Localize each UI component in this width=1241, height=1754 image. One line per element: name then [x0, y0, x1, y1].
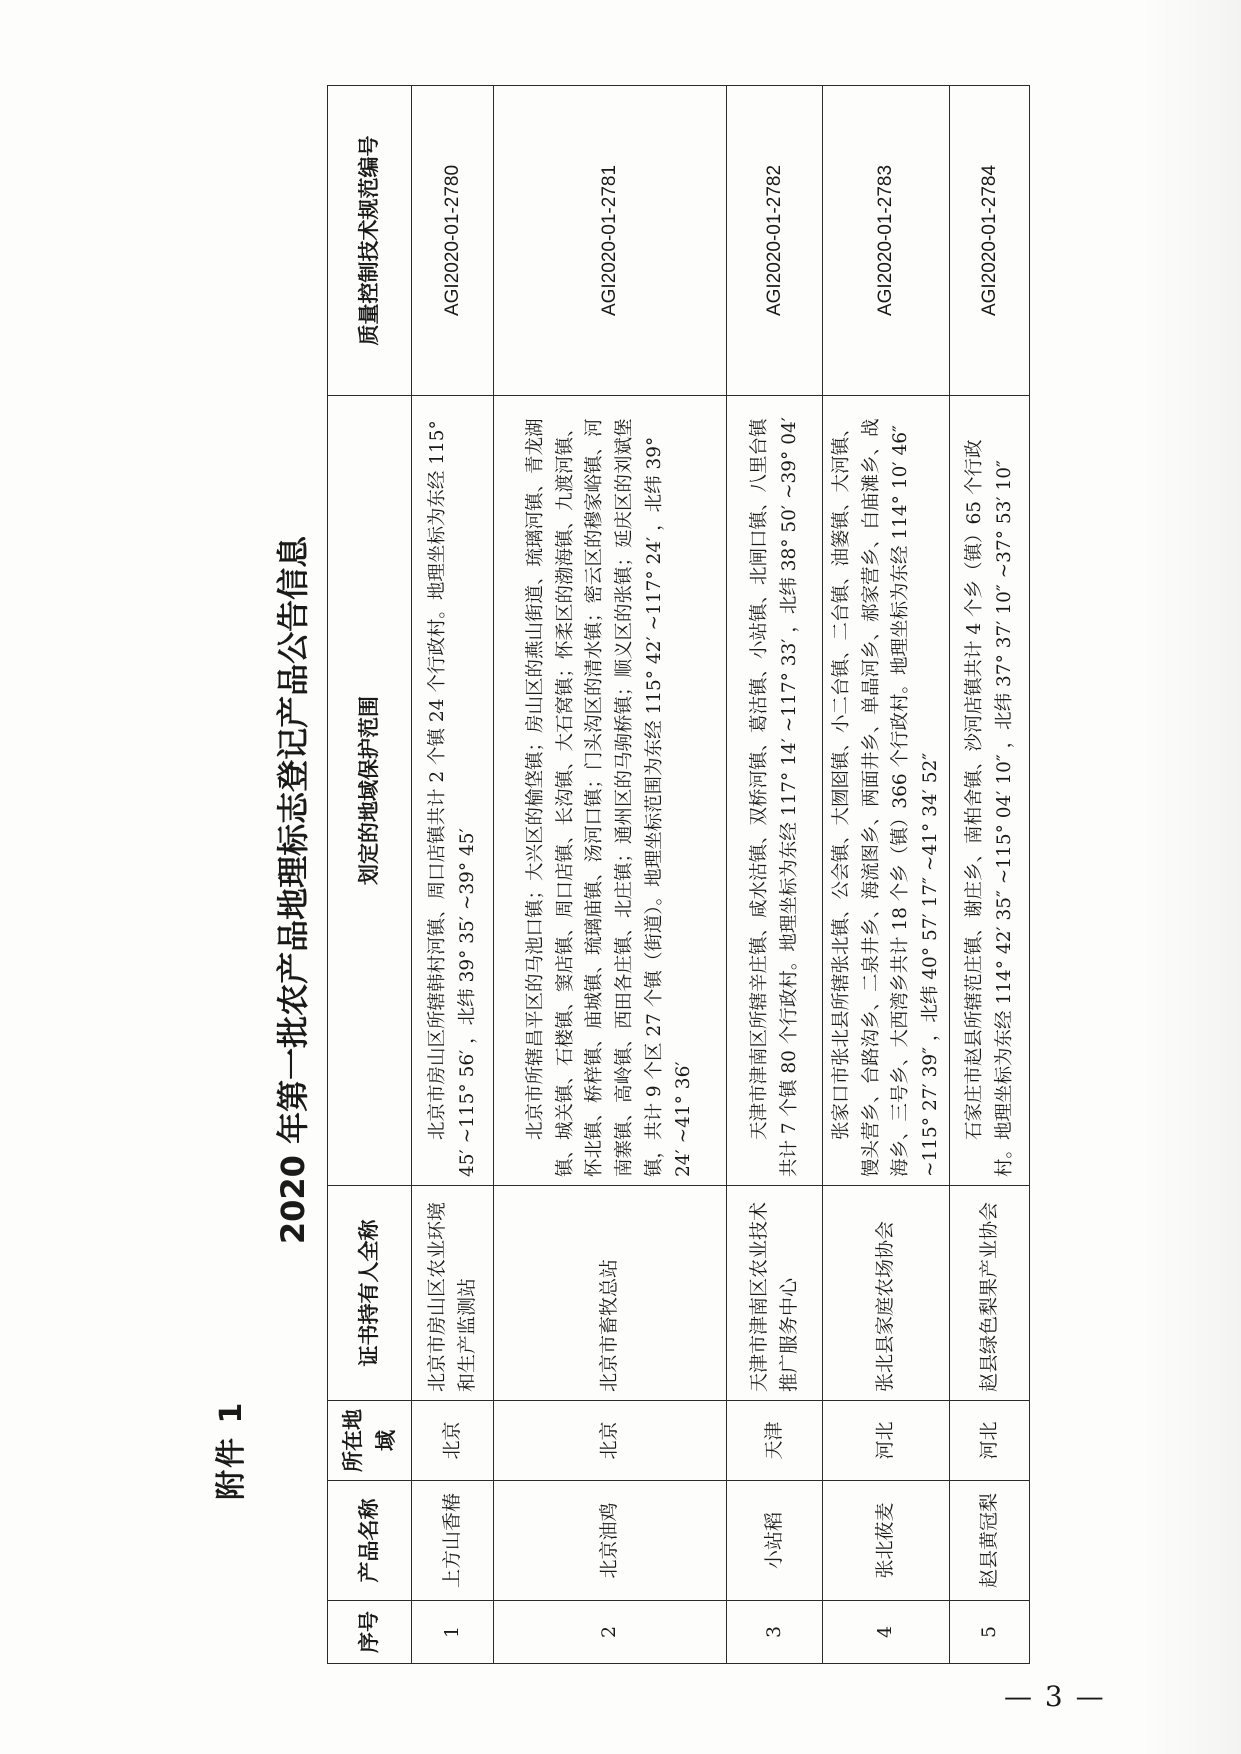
header-seq: 序号 — [328, 1601, 412, 1664]
cell-code: AGI2020-01-2784 — [950, 86, 1030, 396]
cell-holder: 张北县家庭农场协会 — [823, 1186, 950, 1401]
cell-range: 北京市房山区所辖韩村河镇、周口店镇共计 2 个镇 24 个行政村。地理坐标为东经 115° 45′ ~115° 56′ ，北纬 39° 35′ ~39° 45′ — [412, 396, 494, 1186]
cell-product: 张北莜麦 — [823, 1481, 950, 1601]
cell-holder: 北京市畜牧总站 — [494, 1186, 727, 1401]
announcement-table — [327, 85, 1030, 1664]
cell-product: 上方山香椿 — [412, 1481, 494, 1601]
page-number: — 3 — — [1004, 1680, 1106, 1713]
cell-region: 河北 — [823, 1401, 950, 1481]
cell-code: AGI2020-01-2781 — [494, 86, 727, 396]
cell-region: 河北 — [950, 1401, 1030, 1481]
cell-holder: 赵县绿色梨果产业协会 — [950, 1186, 1030, 1401]
cell-code: AGI2020-01-2783 — [823, 86, 950, 396]
cell-region: 北京 — [412, 1401, 494, 1481]
cell-region: 天津 — [727, 1401, 823, 1481]
header-holder: 证书持有人全称 — [328, 1186, 412, 1401]
page-title: 2020 年第一批农产品地理标志登记产品公告信息 — [274, 535, 312, 1245]
cell-product: 小站稻 — [727, 1481, 823, 1601]
cell-holder: 天津市津南区农业技术推广服务中心 — [727, 1186, 823, 1401]
cell-seq: 3 — [727, 1601, 823, 1664]
header-code: 质量控制技术规范编号 — [328, 86, 412, 396]
cell-seq: 4 — [823, 1601, 950, 1664]
header-range: 划定的地域保护范围 — [328, 396, 412, 1186]
page-edge-shade — [1141, 0, 1241, 1754]
cell-product: 北京油鸡 — [494, 1481, 727, 1601]
attachment-label: 附件 1 — [214, 1400, 249, 1500]
cell-range: 石家庄市赵县所辖范庄镇、谢庄乡、南柏舍镇、沙河店镇共计 4 个乡（镇）65 个行政村。地理坐标为东经 114° 42′ 35″ ~115° 04′ 10″ ，北纬 37° 37′ 10″ ~37° 53′ 10″ — [950, 396, 1030, 1186]
table-row — [412, 86, 494, 1664]
header-region: 所在地域 — [328, 1401, 412, 1481]
cell-seq: 2 — [494, 1601, 727, 1664]
cell-product: 赵县黄冠梨 — [950, 1481, 1030, 1601]
table-header-row — [328, 86, 412, 1664]
announcement-table-frame — [327, 86, 1015, 1664]
cell-range: 天津市津南区所辖辛庄镇、咸水沽镇、双桥河镇、葛沽镇、小站镇、北闸口镇、八里台镇共计 7 个镇 80 个行政村。地理坐标为东经 117° 14′ ~117° 33′ ，北纬 38° 50′ ~39° 04′ — [727, 396, 823, 1186]
cell-code: AGI2020-01-2780 — [412, 86, 494, 396]
header-product: 产品名称 — [328, 1481, 412, 1601]
cell-code: AGI2020-01-2782 — [727, 86, 823, 396]
table-row — [950, 86, 1030, 1664]
table-row — [823, 86, 950, 1664]
cell-region: 北京 — [494, 1401, 727, 1481]
cell-range: 张家口市张北县所辖张北镇、公会镇、大囫囵镇、小二台镇、二台镇、油篓镇、大河镇、馒头营乡、台路沟乡、二泉井乡、海流图乡、两面井乡、单晶河乡、郝家营乡、白庙滩乡、战海乡、三号乡、大西湾乡共计 18 个乡（镇）366 个行政村。地理坐标为东经 114° 10′ 46″ ~115° 27′ 39″ ，北纬 40° 57′ 17″ ~41° 34′ 52″ — [823, 396, 950, 1186]
table-row — [727, 86, 823, 1664]
cell-holder: 北京市房山区农业环境和生产监测站 — [412, 1186, 494, 1401]
cell-seq: 5 — [950, 1601, 1030, 1664]
table-row — [494, 86, 727, 1664]
cell-seq: 1 — [412, 1601, 494, 1664]
cell-range: 北京市所辖昌平区的马池口镇；大兴区的榆垡镇；房山区的燕山街道、琉璃河镇、青龙湖镇、城关镇、石楼镇、窦店镇、周口店镇、长沟镇、大石窝镇；怀柔区的渤海镇、九渡河镇、怀北镇、桥梓镇、庙城镇、琉璃庙镇、汤河口镇；门头沟区的清水镇；密云区的穆家峪镇、河南寨镇、高岭镇、西田各庄镇、北庄镇；通州区的马驹桥镇；顺义区的张镇；延庆区的刘斌堡镇，共计 9 个区 27 个镇（街道）。地理坐标范围为东经 115° 42′ ~117° 24′ ，北纬 39° 24′ ~41° 36′ — [494, 396, 727, 1186]
